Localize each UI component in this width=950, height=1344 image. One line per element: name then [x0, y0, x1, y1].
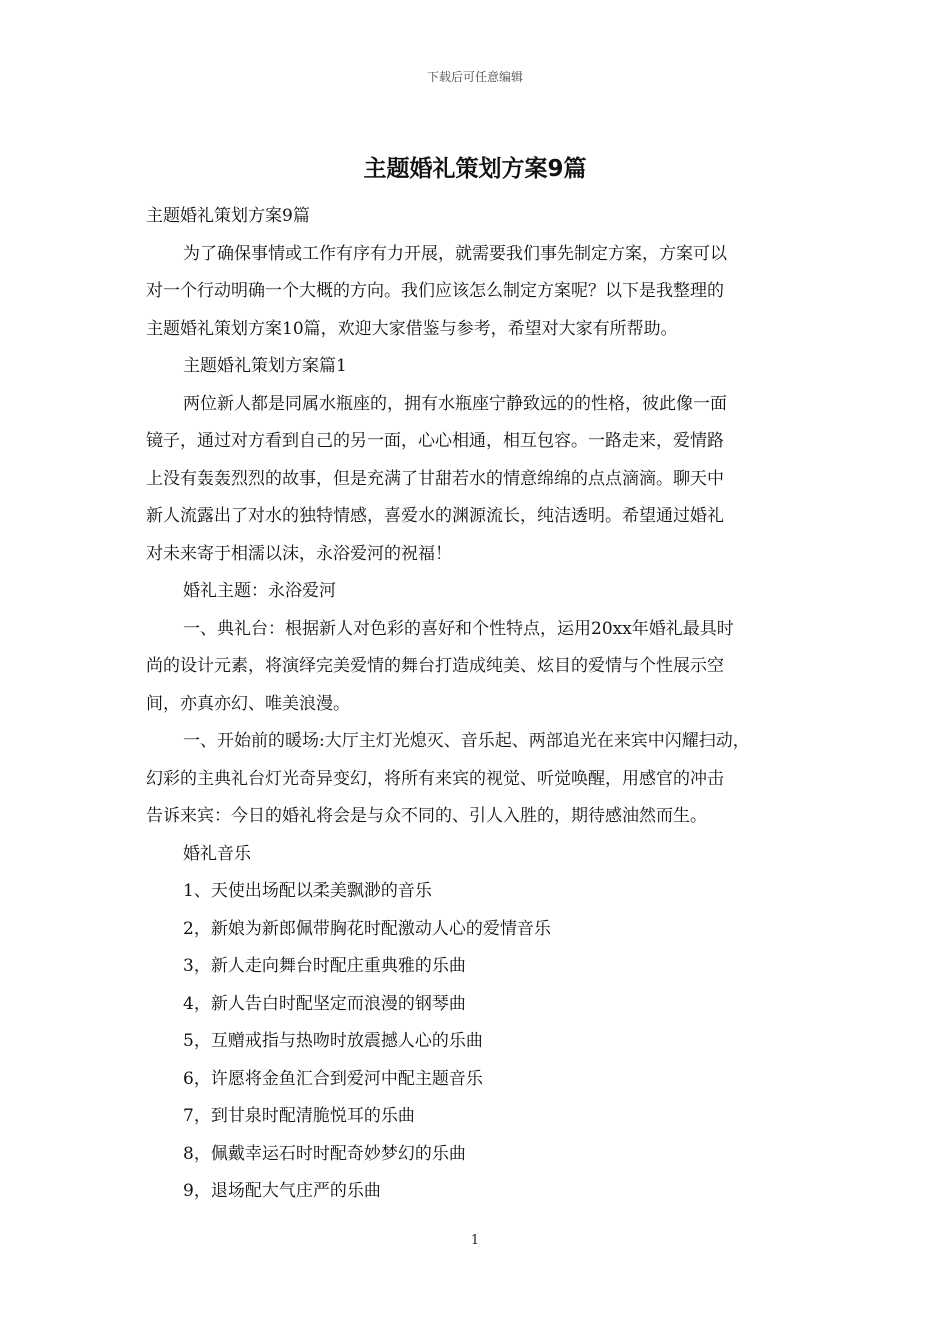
intro-line-1: 为了确保事情或工作有序有力开展，就需要我们事先制定方案，方案可以 [183, 243, 727, 264]
intro-line-3: 主题婚礼策划方案10篇，欢迎大家借鉴与参考，希望对大家有所帮助。 [146, 318, 678, 339]
wedding-theme-line: 婚礼主题：永浴爱河 [183, 581, 336, 601]
music-item: 9，退场配大气庄严的乐曲 [183, 1181, 381, 1201]
music-item: 5，互赠戒指与热吻时放震撼人心的乐曲 [183, 1031, 483, 1051]
warmup-line-3: 告诉来宾：今日的婚礼将会是与众不同的、引人入胜的，期待感油然而生。 [146, 806, 707, 826]
section1-line-4: 新人流露出了对水的独特情感，喜爱水的渊源流长，纯洁透明。希望通过婚礼 [146, 506, 724, 526]
page-number: 1 [470, 1233, 480, 1248]
section-heading: 主题婚礼策划方案篇1 [183, 356, 347, 376]
section1-line-2: 镜子，通过对方看到自己的另一面，心心相通，相互包容。一路走来，爱情路 [146, 431, 724, 451]
document-body [146, 198, 808, 1211]
music-item: 2，新娘为新郎佩带胸花时配激动人心的爱情音乐 [183, 918, 551, 939]
section1-line-3: 上没有轰轰烈烈的故事，但是充满了甘甜若水的情意绵绵的点点滴滴。聊天中 [146, 468, 724, 489]
music-item: 6，许愿将金鱼汇合到爱河中配主题音乐 [183, 1068, 483, 1089]
document-title: 主题婚礼策划方案9篇 [363, 156, 587, 182]
warmup-line-1: 一、开始前的暖场:大厅主灯光熄灭、音乐起、两部追光在来宾中闪耀扫动， [183, 731, 750, 751]
subtitle-line: 主题婚礼策划方案9篇 [146, 206, 310, 226]
section1-line-5: 对未来寄于相濡以沫，永浴爱河的祝福！ [146, 543, 452, 564]
music-heading: 婚礼音乐 [183, 843, 251, 864]
warmup-line-2: 幻彩的主典礼台灯光奇异变幻，将所有来宾的视觉、听觉唤醒，用感官的冲击 [146, 768, 724, 789]
stage-line-3: 间，亦真亦幻、唯美浪漫。 [146, 693, 350, 714]
intro-line-2: 对一个行动明确一个大概的方向。我们应该怎么制定方案呢？以下是我整理的 [146, 281, 724, 301]
music-item: 8，佩戴幸运石时时配奇妙梦幻的乐曲 [183, 1143, 466, 1164]
music-item: 7，到甘泉时配清脆悦耳的乐曲 [183, 1106, 415, 1126]
stage-line-2: 尚的设计元素，将演绎完美爱情的舞台打造成纯美、炫目的爱情与个性展示空 [146, 656, 724, 676]
page-header: 下载后可任意编辑 [426, 70, 523, 84]
section1-line-1: 两位新人都是同属水瓶座的，拥有水瓶座宁静致远的的性格，彼此像一面 [183, 393, 727, 414]
music-item: 1、天使出场配以柔美飘渺的音乐 [183, 881, 432, 901]
music-item: 4，新人告白时配坚定而浪漫的钢琴曲 [183, 993, 466, 1014]
stage-line-1: 一、典礼台：根据新人对色彩的喜好和个性特点，运用20xx年婚礼最具时 [183, 618, 734, 639]
music-item: 3，新人走向舞台时配庄重典雅的乐曲 [183, 956, 466, 976]
